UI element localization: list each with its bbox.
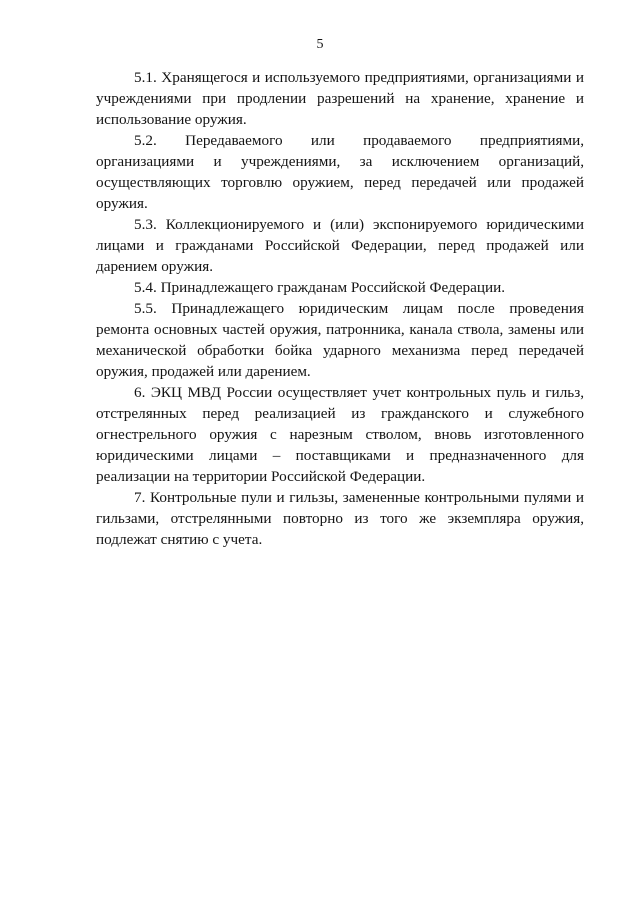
document-body [96,67,584,550]
paragraph-5-3: 5.3. Коллекционируемого и (или) экспонируемого юридическими лицами и гражданами Российской Федерации, перед продажей или дарением оружия. [96,216,584,275]
page-number: 5 [316,37,324,52]
paragraph-5-2: 5.2. Передаваемого или продаваемого предприятиями, организациями и учреждениями, за исключением организаций, осуществляющих торговлю оружием, перед передачей или продажей оружия. [96,132,584,212]
paragraph-5-5: 5.5. Принадлежащего юридическим лицам после проведения ремонта основных частей оружия, патронника, канала ствола, замены или механической обработки бойка ударного механизма перед передачей оружия, продажей или дарением. [96,300,584,380]
paragraph-5-1: 5.1. Хранящегося и используемого предприятиями, организациями и учреждениями при продлении разрешений на хранение, хранение и использование оружия. [96,69,584,128]
paragraph-7: 7. Контрольные пули и гильзы, замененные контрольными пулями и гильзами, отстрелянными повторно из того же экземпляра оружия, подлежат снятию с учета. [96,489,584,548]
paragraph-6: 6. ЭКЦ МВД России осуществляет учет контрольных пуль и гильз, отстрелянных перед реализацией из гражданского и служебного огнестрельного оружия с нарезным стволом, вновь изготовленного юридическими лицами – поставщиками и предназначенного для реализации на территории Российской Федерации. [96,384,584,485]
paragraph-5-4: 5.4. Принадлежащего гражданам Российской Федерации. [134,279,506,296]
